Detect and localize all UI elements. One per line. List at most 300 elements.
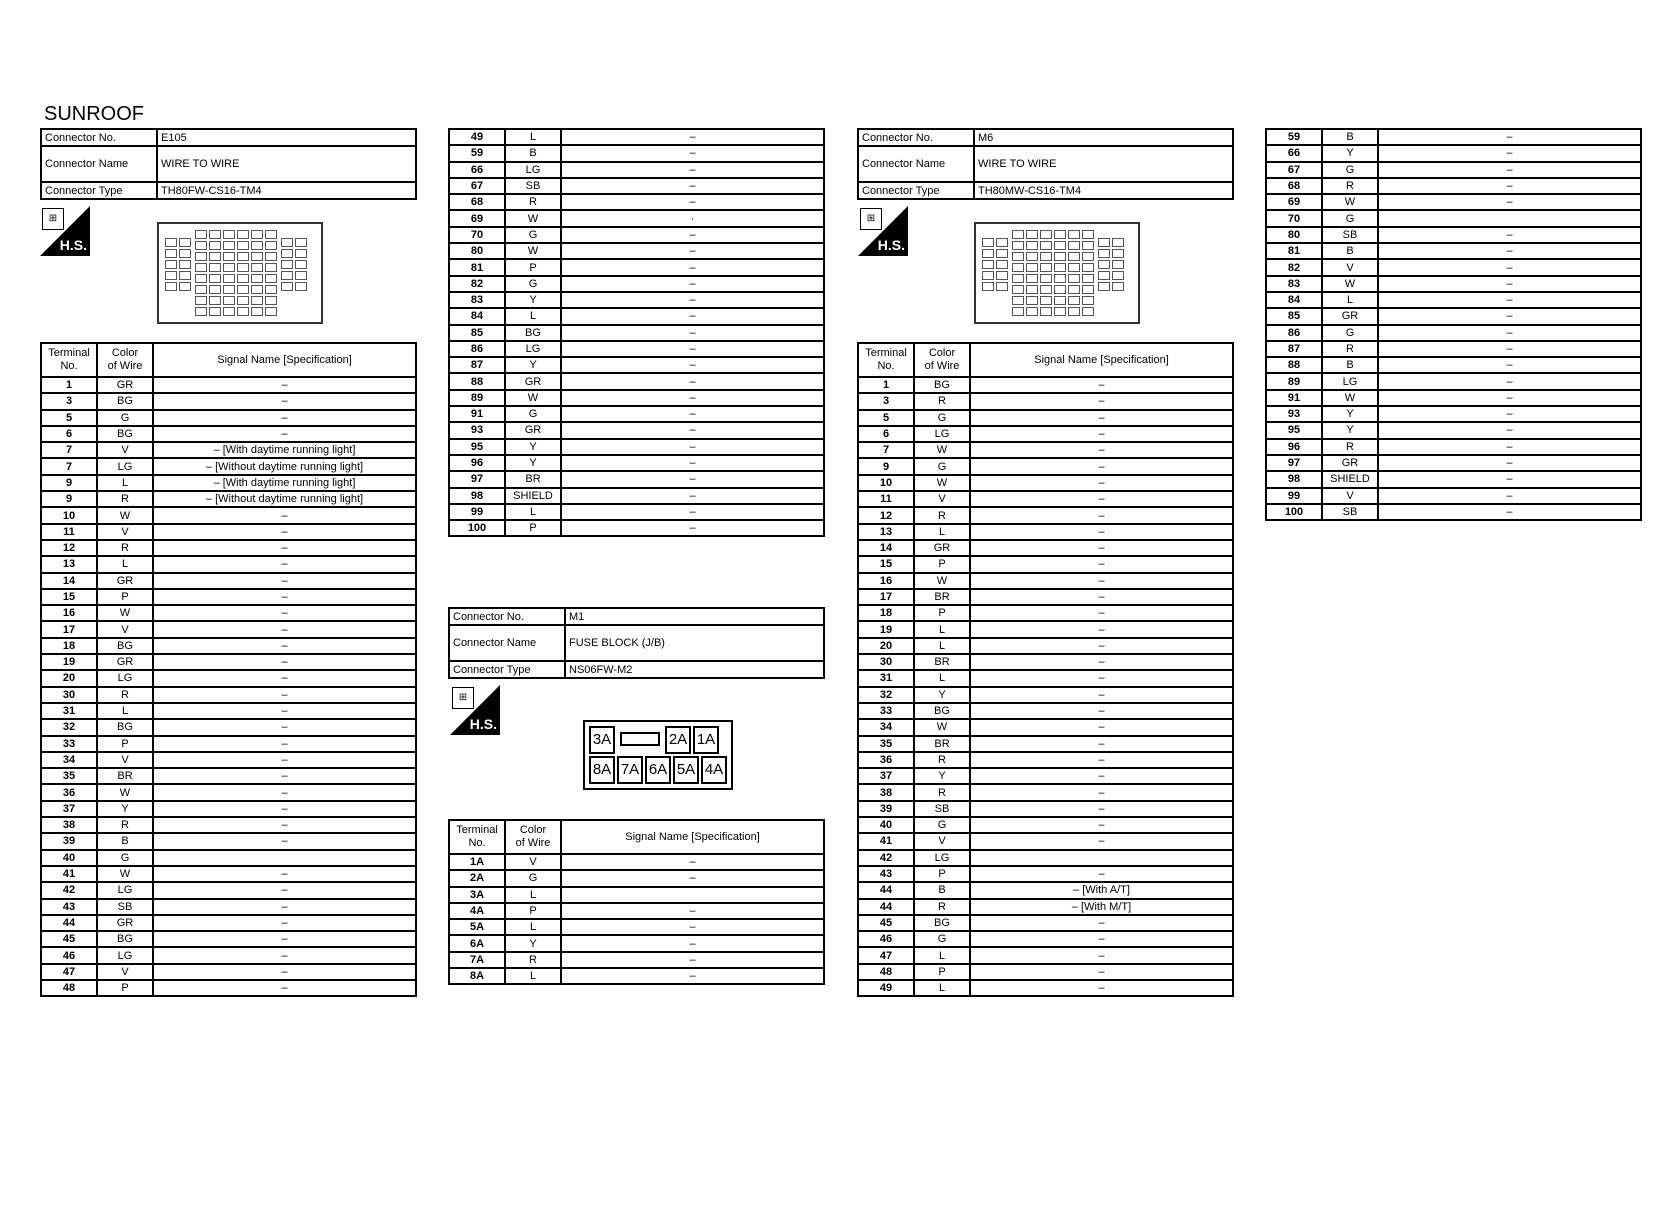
table-row [449, 919, 824, 935]
terminal-no-cell: 44 [858, 882, 914, 898]
signal-name-cell: – [153, 687, 416, 703]
signal-name-cell: – [153, 524, 416, 540]
signal-name-cell: – [970, 573, 1233, 589]
wire-color-cell: GR [1322, 455, 1378, 471]
table-row [858, 736, 1233, 752]
signal-name-cell: – [561, 406, 824, 422]
table-row [449, 504, 824, 520]
wire-color-cell: P [505, 520, 561, 536]
wire-color-cell: SHIELD [1322, 471, 1378, 487]
terminal-no-cell: 45 [41, 931, 97, 947]
signal-name-cell: – [561, 243, 824, 259]
wire-color-cell: L [505, 308, 561, 324]
terminal-no-cell: 59 [1266, 129, 1322, 145]
terminal-no-cell: 59 [449, 145, 505, 161]
wire-color-cell: Y [1322, 422, 1378, 438]
table-row [449, 887, 824, 903]
table-row [449, 145, 824, 161]
wire-color-cell: Y [914, 687, 970, 703]
signal-name-cell: – [153, 899, 416, 915]
terminal-no-cell: 95 [1266, 422, 1322, 438]
terminal-no-cell: 66 [1266, 145, 1322, 161]
table-row [858, 752, 1233, 768]
table-row [1266, 276, 1641, 292]
signal-name-cell: – [1378, 439, 1641, 455]
terminal-no-cell: 98 [1266, 471, 1322, 487]
wire-color-cell: BG [505, 325, 561, 341]
connector-type-value: TH80FW-CS16-TM4 [157, 182, 416, 199]
signal-name-cell: – [561, 227, 824, 243]
wire-color-cell: GR [97, 654, 153, 670]
table-row [41, 670, 416, 686]
table-row [1266, 325, 1641, 341]
wire-color-cell: P [914, 964, 970, 980]
wire-color-cell: W [914, 442, 970, 458]
wire-color-cell: LG [97, 882, 153, 898]
wire-color-cell: Y [1322, 145, 1378, 161]
terminal-no-cell: 6A [449, 935, 505, 951]
terminal-no-cell: 97 [449, 471, 505, 487]
terminal-no-cell: 41 [41, 866, 97, 882]
harness-side-icon [40, 206, 90, 256]
table-row [1266, 390, 1641, 406]
terminal-no-cell: 14 [858, 540, 914, 556]
terminal-no-cell: 9 [41, 475, 97, 491]
signal-name-cell: – [970, 540, 1233, 556]
terminal-no-cell: 84 [1266, 292, 1322, 308]
signal-name-cell: – [1378, 178, 1641, 194]
wire-color-cell: V [914, 833, 970, 849]
wire-color-cell: BR [97, 768, 153, 784]
wire-color-cell: B [1322, 129, 1378, 145]
terminal-no-cell: 3A [449, 887, 505, 903]
signal-name-cell: – [1378, 145, 1641, 161]
wire-color-cell: BG [97, 719, 153, 735]
terminal-no-cell: 3 [41, 393, 97, 409]
signal-name-cell: – [561, 292, 824, 308]
wire-color-cell: L [914, 621, 970, 637]
terminal-no-cell: 43 [858, 866, 914, 882]
signal-name-cell: – [153, 752, 416, 768]
table-row [41, 638, 416, 654]
wire-color-cell: SB [1322, 504, 1378, 520]
wire-color-cell: GR [97, 377, 153, 393]
wire-color-cell: L [914, 670, 970, 686]
connector-name-value: FUSE BLOCK (J/B) [565, 625, 824, 661]
connector-type-value: NS06FW-M2 [565, 661, 824, 678]
signal-name-cell: – [153, 703, 416, 719]
harness-side-icon [450, 685, 500, 735]
label-connector-type: Connector Type [41, 182, 157, 199]
terminal-no-cell: 89 [1266, 373, 1322, 389]
table-row [41, 947, 416, 963]
wire-color-cell: Y [97, 801, 153, 817]
wire-color-cell: G [914, 458, 970, 474]
table-row [41, 882, 416, 898]
terminal-no-cell: 93 [449, 422, 505, 438]
terminal-no-cell: 20 [41, 670, 97, 686]
wire-color-cell: R [914, 507, 970, 523]
connector-face-diagram [974, 222, 1140, 324]
wire-color-cell: L [1322, 292, 1378, 308]
table-row [41, 524, 416, 540]
header-signal: Signal Name [Specification] [970, 343, 1233, 377]
wire-color-cell: Y [505, 357, 561, 373]
terminal-no-cell: 82 [1266, 259, 1322, 275]
table-row [41, 752, 416, 768]
table-row [41, 980, 416, 996]
pin-cavity-grid [982, 238, 1008, 291]
table-row [41, 850, 416, 866]
terminal-no-cell: 68 [449, 194, 505, 210]
table-row [1266, 471, 1641, 487]
terminal-no-cell: 12 [858, 507, 914, 523]
wire-color-cell: L [914, 980, 970, 996]
terminal-no-cell: 36 [41, 784, 97, 800]
table-row [41, 605, 416, 621]
signal-name-cell: – [970, 947, 1233, 963]
wire-color-cell: W [505, 390, 561, 406]
wire-color-cell: L [97, 475, 153, 491]
table-row [858, 899, 1233, 915]
table-row [449, 390, 824, 406]
terminal-no-cell: 5 [41, 410, 97, 426]
wire-color-cell: G [505, 227, 561, 243]
wire-color-cell: BR [914, 589, 970, 605]
signal-name-cell: – [561, 952, 824, 968]
wire-color-cell: G [97, 850, 153, 866]
wire-color-cell: L [914, 524, 970, 540]
signal-name-cell: – [1378, 259, 1641, 275]
signal-name-cell: – [561, 308, 824, 324]
terminal-no-cell: 41 [858, 833, 914, 849]
table-row [449, 276, 824, 292]
table-row [1266, 504, 1641, 520]
signal-name-cell: – [970, 654, 1233, 670]
wire-color-cell: Y [505, 455, 561, 471]
terminal-no-cell: 42 [858, 850, 914, 866]
terminal-no-cell: 98 [449, 488, 505, 504]
signal-name-cell: – [153, 654, 416, 670]
wire-color-cell: BG [914, 377, 970, 393]
signal-name-cell: – [1378, 276, 1641, 292]
signal-name-cell: – [970, 817, 1233, 833]
terminal-no-cell: 86 [449, 341, 505, 357]
hs-label: H.S. [59, 237, 87, 253]
table-row [449, 952, 824, 968]
table-row [449, 129, 824, 145]
wire-color-cell: V [97, 442, 153, 458]
connector-e105 [40, 128, 417, 200]
signal-name-cell: – [153, 882, 416, 898]
terminal-no-cell: 10 [858, 475, 914, 491]
terminal-no-cell: 33 [858, 703, 914, 719]
wire-color-cell: L [914, 638, 970, 654]
e105-pin-table [40, 342, 417, 997]
table-row [858, 980, 1233, 996]
table-row [41, 736, 416, 752]
terminal-no-cell: 44 [858, 899, 914, 915]
wire-color-cell: GR [97, 915, 153, 931]
signal-name-cell: – [153, 556, 416, 572]
terminal-no-cell: 9 [41, 491, 97, 507]
table-row [858, 393, 1233, 409]
wire-color-cell: R [505, 952, 561, 968]
table-row [858, 638, 1233, 654]
terminal-no-cell: 5 [858, 410, 914, 426]
terminal-no-cell: 96 [1266, 439, 1322, 455]
signal-name-cell: – [970, 442, 1233, 458]
signal-name-cell: – [561, 178, 824, 194]
signal-name-cell: – [153, 410, 416, 426]
terminal-no-cell: 6 [41, 426, 97, 442]
pin-cavity-grid [1012, 230, 1094, 316]
table-row [41, 899, 416, 915]
terminal-no-cell: 1 [41, 377, 97, 393]
terminal-no-cell: 15 [41, 589, 97, 605]
wire-color-cell: G [1322, 162, 1378, 178]
table-row [858, 589, 1233, 605]
connector-m1 [448, 607, 825, 679]
terminal-no-cell: 47 [41, 964, 97, 980]
terminal-no-cell: 11 [858, 491, 914, 507]
pin-cavity-grid [281, 238, 307, 291]
wire-color-cell: R [1322, 439, 1378, 455]
signal-name-cell: – [561, 259, 824, 275]
wire-color-cell: V [97, 752, 153, 768]
terminal-no-cell: 44 [41, 915, 97, 931]
signal-name-cell: – [153, 801, 416, 817]
wire-color-cell: G [914, 931, 970, 947]
table-row [858, 654, 1233, 670]
signal-name-cell: – [1378, 390, 1641, 406]
signal-name-cell: – [1378, 129, 1641, 145]
e105-pin-table-continued [448, 128, 825, 537]
terminal-no-cell: 37 [858, 768, 914, 784]
wire-color-cell: Y [914, 768, 970, 784]
table-row [449, 373, 824, 389]
table-row [41, 573, 416, 589]
terminal-no-cell: 32 [41, 719, 97, 735]
table-row [41, 556, 416, 572]
wire-color-cell: W [97, 784, 153, 800]
table-row [449, 292, 824, 308]
table-row [858, 947, 1233, 963]
fuse-block-face-diagram [583, 720, 733, 790]
signal-name-cell: – [153, 507, 416, 523]
header-terminal: Terminal No. [41, 343, 97, 377]
signal-name-cell: – [1378, 227, 1641, 243]
signal-name-cell: – [153, 784, 416, 800]
cavity-5a: 5A [673, 756, 699, 784]
table-row [41, 719, 416, 735]
cavity-7a: 7A [617, 756, 643, 784]
table-row [1266, 292, 1641, 308]
signal-name-cell: – [561, 455, 824, 471]
signal-name-cell: – [153, 866, 416, 882]
wire-color-cell: W [1322, 194, 1378, 210]
wire-color-cell: BR [914, 654, 970, 670]
terminal-no-cell: 37 [41, 801, 97, 817]
keyway-slot [620, 732, 660, 746]
terminal-no-cell: 35 [858, 736, 914, 752]
table-row [1266, 308, 1641, 324]
table-row [41, 915, 416, 931]
signal-name-cell: – [Without daytime running light] [153, 458, 416, 474]
signal-name-cell: – [970, 507, 1233, 523]
terminal-no-cell: 39 [41, 833, 97, 849]
terminal-no-cell: 46 [41, 947, 97, 963]
connector-icon: ⊞ [42, 208, 64, 230]
wire-color-cell: BR [914, 736, 970, 752]
wire-color-cell: GR [1322, 308, 1378, 324]
connector-info-table [857, 128, 1234, 200]
wire-color-cell: R [97, 540, 153, 556]
table-row [449, 520, 824, 536]
wire-color-cell: SB [97, 899, 153, 915]
wire-color-cell: LG [97, 458, 153, 474]
terminal-no-cell: 81 [449, 259, 505, 275]
signal-name-cell: – [153, 621, 416, 637]
signal-name-cell [1378, 210, 1641, 226]
signal-name-cell: – [970, 719, 1233, 735]
terminal-no-cell: 3 [858, 393, 914, 409]
wire-color-cell: G [1322, 210, 1378, 226]
wire-color-cell: R [914, 784, 970, 800]
signal-name-cell: – [970, 670, 1233, 686]
header-color: Color of Wire [97, 343, 153, 377]
wire-color-cell: B [914, 882, 970, 898]
signal-name-cell: – [153, 573, 416, 589]
terminal-no-cell: 30 [858, 654, 914, 670]
table-row [449, 903, 824, 919]
cavity-8a: 8A [589, 756, 615, 784]
signal-name-cell: – [561, 145, 824, 161]
table-row [449, 854, 824, 870]
signal-name-cell: – [970, 589, 1233, 605]
wire-color-cell: W [914, 475, 970, 491]
wire-color-cell: G [505, 406, 561, 422]
table-row [1266, 422, 1641, 438]
terminal-no-cell: 31 [858, 670, 914, 686]
wire-color-cell: SB [914, 801, 970, 817]
table-row [858, 882, 1233, 898]
terminal-no-cell: 36 [858, 752, 914, 768]
table-row [1266, 488, 1641, 504]
cavity-4a: 4A [701, 756, 727, 784]
table-row [858, 687, 1233, 703]
table-row [41, 410, 416, 426]
connector-no-value: E105 [157, 129, 416, 146]
header-terminal: Terminal No. [449, 820, 505, 854]
terminal-no-cell: 33 [41, 736, 97, 752]
wire-color-cell: SB [505, 178, 561, 194]
terminal-no-cell: 89 [449, 390, 505, 406]
wire-color-cell: LG [97, 947, 153, 963]
connector-face-diagram [157, 222, 323, 324]
signal-name-cell: – [561, 471, 824, 487]
terminal-no-cell: 12 [41, 540, 97, 556]
signal-name-cell: – [1378, 243, 1641, 259]
wire-color-cell: R [1322, 178, 1378, 194]
connector-type-value: TH80MW-CS16-TM4 [974, 182, 1233, 199]
wire-color-cell: LG [914, 850, 970, 866]
table-row [1266, 129, 1641, 145]
terminal-no-cell: 83 [449, 292, 505, 308]
table-row [858, 442, 1233, 458]
signal-name-cell: – [With daytime running light] [153, 475, 416, 491]
label-connector-no: Connector No. [858, 129, 974, 146]
wire-color-cell: L [505, 887, 561, 903]
terminal-no-cell: 19 [41, 654, 97, 670]
wire-color-cell: GR [97, 573, 153, 589]
signal-name-cell: – [153, 540, 416, 556]
terminal-no-cell: 16 [41, 605, 97, 621]
terminal-no-cell: 1A [449, 854, 505, 870]
table-row [41, 475, 416, 491]
table-row [858, 507, 1233, 523]
table-row [858, 768, 1233, 784]
terminal-no-cell: 84 [449, 308, 505, 324]
signal-name-cell: – [561, 129, 824, 145]
signal-name-cell: – [1378, 422, 1641, 438]
label-connector-no: Connector No. [41, 129, 157, 146]
terminal-no-cell: 14 [41, 573, 97, 589]
wire-color-cell: BR [505, 471, 561, 487]
connector-icon: ⊞ [860, 208, 882, 230]
table-row [858, 377, 1233, 393]
m6-pin-table [857, 342, 1234, 997]
header-color: Color of Wire [505, 820, 561, 854]
terminal-no-cell: 7 [858, 442, 914, 458]
terminal-no-cell: 49 [858, 980, 914, 996]
cavity-6a: 6A [645, 756, 671, 784]
table-row [858, 784, 1233, 800]
signal-name-cell: – [Without daytime running light] [153, 491, 416, 507]
terminal-no-cell: 38 [41, 817, 97, 833]
terminal-no-cell: 100 [449, 520, 505, 536]
signal-name-cell: – [561, 903, 824, 919]
terminal-no-cell: 91 [449, 406, 505, 422]
table-row [1266, 341, 1641, 357]
signal-name-cell: – [153, 736, 416, 752]
wire-color-cell: P [914, 556, 970, 572]
table-row [858, 573, 1233, 589]
signal-name-cell: – [153, 964, 416, 980]
signal-name-cell: – [970, 964, 1233, 980]
table-row [858, 540, 1233, 556]
signal-name-cell: – [153, 915, 416, 931]
wire-color-cell: Y [505, 292, 561, 308]
table-row [858, 670, 1233, 686]
table-row [858, 801, 1233, 817]
signal-name-cell: – [561, 194, 824, 210]
wire-color-cell: B [1322, 357, 1378, 373]
wire-color-cell: L [505, 968, 561, 984]
connector-info-table [448, 607, 825, 679]
terminal-no-cell: 70 [1266, 210, 1322, 226]
table-row [1266, 178, 1641, 194]
terminal-no-cell: 93 [1266, 406, 1322, 422]
signal-name-cell: – [561, 919, 824, 935]
table-row [41, 491, 416, 507]
signal-name-cell: – [970, 866, 1233, 882]
signal-name-cell: – [970, 377, 1233, 393]
terminal-no-cell: 39 [858, 801, 914, 817]
wire-color-cell: R [505, 194, 561, 210]
page-title: SUNROOF [44, 103, 144, 125]
terminal-no-cell: 48 [858, 964, 914, 980]
